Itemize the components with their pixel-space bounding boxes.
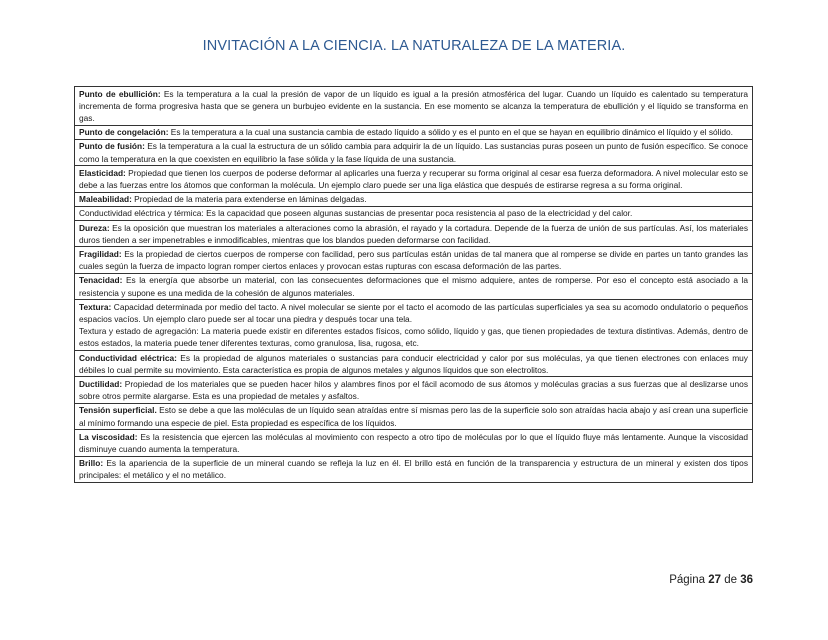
table-row: [75, 87, 752, 126]
row-term: Punto de congelación:: [79, 127, 169, 138]
row-term: Tensión superficial.: [79, 405, 157, 416]
table-row: [75, 351, 752, 377]
page-prefix: Página: [669, 574, 709, 586]
table-row: [75, 377, 752, 403]
page-middle: de: [721, 574, 741, 586]
row-text: Capacidad determinada por medio del tacto. A nivel molecular se siente por el tacto el acomodo de las partículas superficiales ya sea su acomodo ondulatorio o pequeños espacios vacíos. Un ejemplo claro puede ser al tocar una piedra y después tocar una tela.: [79, 301, 748, 324]
row-term: Tenacidad:: [79, 275, 123, 286]
row-text: Es la temperatura a la cual una sustancia cambia de estado líquido a sólido y es el punto en el que se hayan en equilibrio dinámico el líquido y el sólido.: [168, 127, 733, 138]
table-row: [75, 221, 752, 247]
row-term: Conductividad eléctrica:: [79, 352, 177, 363]
page-title: INVITACIÓN A LA CIENCIA. LA NATURALEZA DE LA MATERIA.: [202, 38, 626, 54]
row-text: Es la temperatura a la cual la presión de vapor de un líquido es igual a la presión atmosférica del lugar. Cuando un líquido es calentado su temperatura incrementa de forma progresiva hasta que se genera un burbujeo evidente en la sustancia. En ese momento se alcanza la temperatura de ebullición y el líquido se transforma en gas.: [79, 88, 749, 123]
row-text: Conductividad eléctrica y térmica: Es la capacidad que poseen algunas sustancias de presentar poca resistencia al paso de la electricidad y del calor.: [79, 208, 633, 219]
row-term: Fragilidad:: [79, 248, 122, 259]
row-text: Es la apariencia de la superficie de un mineral cuando se refleja la luz en él. El brillo está en función de la transparencia y estructura de un mineral y existen dos tipos principales: el metálico y el no metálico.: [79, 458, 748, 481]
table-row: [75, 300, 752, 351]
row-text: Propiedad de los materiales que se pueden hacer hilos y alambres finos por el fácil acomodo de sus átomos y moléculas gracias a sus fuerzas que al deslizarse unos sobre otros permite alargarse. Esta es una propiedad de metales y asfaltos.: [79, 378, 748, 402]
row-term: Elasticidad:: [79, 167, 126, 178]
row-term: Punto de ebullición:: [79, 88, 161, 99]
row-text: Esto se debe a que las moléculas de un líquido sean atraídas entre sí mismas pero las de la superficie solo son atraídas hacia abajo y así crean una superficie al mínimo formando una especie de piel. Esta propiedad es específica de los líquidos.: [79, 405, 748, 428]
row-term: Punto de fusión:: [79, 141, 145, 152]
total-pages: 36: [740, 574, 753, 586]
table-row: [75, 430, 752, 456]
table-row: [75, 140, 752, 166]
row-term: Dureza:: [79, 222, 110, 233]
row-text: Es la resistencia que ejercen las moléculas al movimiento con respecto a otro tipo de moléculas por lo que el líquido fluye más lentamente. Aunque la viscosidad disminuye cuando aumenta la temperatura.: [79, 431, 748, 454]
table-row: [75, 207, 752, 221]
table-row: [75, 247, 752, 273]
row-text: Es la propiedad de algunos materiales o sustancias para conducir electricidad y calor por sus moléculas, ya que tienen electrones con enlaces muy débiles lo cual permite su movimiento. Esta característica es propia de algunos metales y algunos líquidos que son electrolitos.: [79, 352, 748, 375]
table-row: [75, 126, 752, 140]
row-term: Brillo:: [79, 458, 104, 469]
table-row: [75, 274, 752, 300]
row-text: Es la propiedad de ciertos cuerpos de romperse con facilidad, pero sus partículas están unidas de tal manera que al romperse se divide en partes un tanto grandes las cuales según la fuerza de impacto logran romper ciertos enlaces y provocan estas rupturas con escasa deformación de las partes.: [79, 248, 748, 272]
table-row: [75, 193, 752, 207]
table-row: [75, 166, 752, 192]
row-term: Maleabilidad:: [79, 194, 132, 205]
row-text: Propiedad de la materia para extenderse en láminas delgadas.: [131, 194, 367, 205]
row-term: Textura:: [79, 301, 112, 312]
row-term: Ductilidad:: [79, 378, 123, 389]
row-text: Propiedad que tienen los cuerpos de poderse deformar al aplicarles una fuerza y recuperar su forma original al cesar esa fuerza deformadora. A nivel molecular esto se debe a las fuerzas entre los átomos que conforman la molécula. Un ejemplo claro puede ser una liga elástica que después de estirarse regresa a su forma original.: [79, 167, 748, 190]
row-text: Es la temperatura a la cual la estructura de un sólido cambia para adquirir la de un líquido. Las sustancias puras poseen un punto de fusión específico. Se conoce como la temperatura en la que coexisten en equilibrio la fase sólida y la fase líquida de una sustancia.: [79, 141, 748, 164]
row-text: Es la oposición que muestran los materiales a alteraciones como la abrasión, el rayado y la cortadura. Depende de la fuerza de unión de sus partículas. Así, los materiales duros tienden a ser impenetrables e inmodificables, mientras que los blandos pueden deformarse con facilidad.: [79, 222, 748, 245]
properties-table: [74, 86, 753, 483]
page-number: [669, 574, 753, 586]
row-text: Es la energía que absorbe un material, con las consecuentes deformaciones que el mismo adquiere, antes de romperse. Por eso el concepto está asociado a la resistencia y supone es una medida de la cohesión de algunos materiales.: [79, 275, 748, 298]
table-row: [75, 404, 752, 430]
row-extra-text: Textura y estado de agregación: La materia puede existir en diferentes estados físicos, como sólido, líquido y gas, que tienen propiedades de textura distintivas. Además, dentro de estos estados, la materia puede tener diferentes texturas, como granulosa, lisa, rugosa, etc.: [79, 326, 748, 349]
table-row: [75, 457, 752, 482]
current-page: 27: [708, 574, 722, 586]
row-term: La viscosidad:: [79, 431, 138, 442]
